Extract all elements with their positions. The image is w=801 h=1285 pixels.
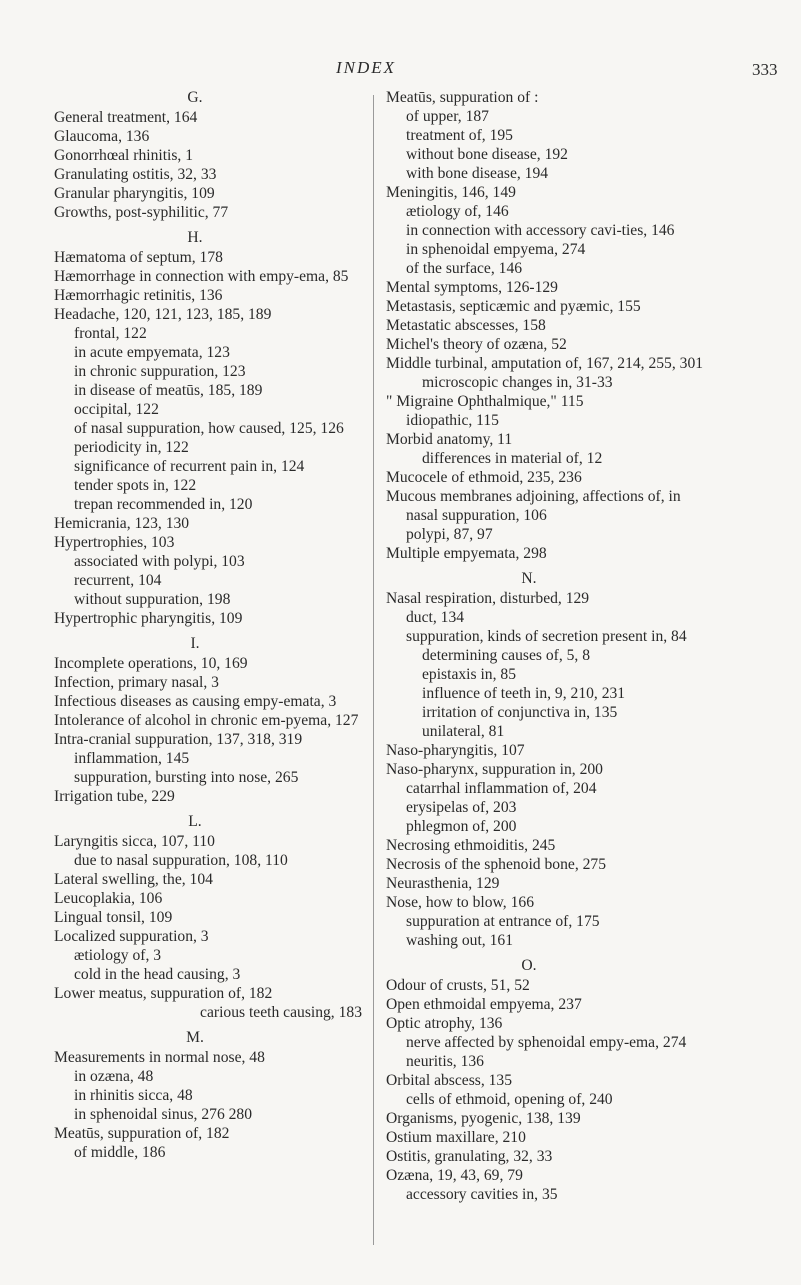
index-section [386, 569, 712, 950]
index-subentry: differences in material of, 12 [422, 450, 603, 467]
index-subentry: treatment of, 195 [406, 127, 513, 144]
index-entry: Middle turbinal, amputation of, 167, 214, 255, 301 [386, 355, 704, 372]
index-entry: Headache, 120, 121, 123, 185, 189 [54, 306, 272, 323]
section-letter-heading: O. [521, 957, 537, 974]
index-section [54, 634, 376, 806]
index-subentry: in acute empyemata, 123 [74, 344, 230, 361]
index-entry: Multiple empyemata, 298 [386, 545, 547, 562]
index-entry: Michel's theory of ozæna, 52 [386, 336, 567, 353]
index-subentry: ætiology of, 3 [74, 947, 162, 964]
index-section [386, 88, 712, 563]
index-entry: Ostium maxillare, 210 [386, 1129, 526, 1146]
index-entry: Nose, how to blow, 166 [386, 894, 534, 911]
section-letter-heading: H. [187, 229, 203, 246]
index-subentry: unilateral, 81 [422, 723, 505, 740]
index-subentry: accessory cavities in, 35 [406, 1186, 558, 1203]
index-subentry: occipital, 122 [74, 401, 159, 418]
index-subentry: with bone disease, 194 [406, 165, 549, 182]
index-entry: Optic atrophy, 136 [386, 1015, 503, 1032]
index-column-right [386, 88, 712, 1204]
index-subentry: of the surface, 146 [406, 260, 523, 277]
index-entry: Localized suppuration, 3 [54, 928, 209, 945]
column-divider [373, 95, 374, 1245]
index-subentry: catarrhal inflammation of, 204 [406, 780, 597, 797]
index-entry: Naso-pharyngitis, 107 [386, 742, 525, 759]
section-letter-heading: I. [190, 635, 200, 652]
index-subentry: phlegmon of, 200 [406, 818, 517, 835]
index-entry: Neurasthenia, 129 [386, 875, 500, 892]
index-entry: General treatment, 164 [54, 109, 198, 126]
index-subentry: periodicity in, 122 [74, 439, 189, 456]
index-subentry: frontal, 122 [74, 325, 147, 342]
index-subentry: without bone disease, 192 [406, 146, 568, 163]
index-entry: Growths, post-syphilitic, 77 [54, 204, 229, 221]
section-letter-heading: M. [186, 1029, 204, 1046]
index-section [54, 88, 376, 222]
index-subentry: in sphenoidal sinus, 276 280 [74, 1106, 253, 1123]
index-column-left [54, 88, 376, 1162]
index-entry: Measurements in normal nose, 48 [54, 1049, 265, 1066]
index-entry: Infectious diseases as causing empy-emata, 3 [54, 693, 337, 710]
index-subentry: polypi, 87, 97 [406, 526, 493, 543]
index-entry: Hæmatoma of septum, 178 [54, 249, 223, 266]
index-subentry: in disease of meatūs, 185, 189 [74, 382, 263, 399]
index-entry: Mucous membranes adjoining, affections of, in nasal suppuration, 106 [386, 488, 681, 524]
index-section [54, 812, 376, 1022]
index-entry: Infection, primary nasal, 3 [54, 674, 219, 691]
page-number: 333 [752, 60, 778, 79]
index-entry: Metastasis, septicæmic and pyæmic, 155 [386, 298, 641, 315]
index-entry: Lingual tonsil, 109 [54, 909, 173, 926]
index-subentry: idiopathic, 115 [406, 412, 499, 429]
index-subentry: determining causes of, 5, 8 [422, 647, 591, 664]
index-entry: Granular pharyngitis, 109 [54, 185, 215, 202]
index-entry: Meningitis, 146, 149 [386, 184, 516, 201]
section-letter-heading: G. [187, 89, 203, 106]
index-subentry: recurrent, 104 [74, 572, 162, 589]
index-entry: Hypertrophic pharyngitis, 109 [54, 610, 243, 627]
index-entry: Leucoplakia, 106 [54, 890, 163, 907]
index-subentry: cells of ethmoid, opening of, 240 [406, 1091, 613, 1108]
index-entry: Intra-cranial suppuration, 137, 318, 319 [54, 731, 303, 748]
index-subentry: duct, 134 [406, 609, 465, 626]
index-entry: Incomplete operations, 10, 169 [54, 655, 248, 672]
page-header [0, 58, 801, 88]
index-entry: Laryngitis sicca, 107, 110 [54, 833, 215, 850]
running-title: INDEX [336, 58, 397, 77]
index-subentry: in chronic suppuration, 123 [74, 363, 246, 380]
index-entry: Naso-pharynx, suppuration in, 200 [386, 761, 603, 778]
index-subentry: trepan recommended in, 120 [74, 496, 253, 513]
index-subentry: irritation of conjunctiva in, 135 [422, 704, 618, 721]
index-subentry: tender spots in, 122 [74, 477, 197, 494]
index-entry: Ozæna, 19, 43, 69, 79 [386, 1167, 523, 1184]
index-subentry: ætiology of, 146 [406, 203, 509, 220]
index-entry: Metastatic abscesses, 158 [386, 317, 546, 334]
index-subentry: significance of recurrent pain in, 124 [74, 458, 305, 475]
index-entry: Hæmorrhagic retinitis, 136 [54, 287, 223, 304]
index-subentry: in rhinitis sicca, 48 [74, 1087, 193, 1104]
index-subentry: neuritis, 136 [406, 1053, 484, 1070]
section-letter-heading: L. [188, 813, 202, 830]
index-section [54, 1028, 376, 1162]
index-entry: Orbital abscess, 135 [386, 1072, 513, 1089]
index-subentry: microscopic changes in, 31-33 [422, 374, 613, 391]
index-subentry: suppuration, bursting into nose, 265 [74, 769, 299, 786]
index-subentry: carious teeth causing, 183 [200, 1004, 362, 1021]
index-entry: " Migraine Ophthalmique," 115 [386, 393, 584, 410]
index-subentry: washing out, 161 [406, 932, 513, 949]
index-subentry: inflammation, 145 [74, 750, 190, 767]
index-entry: Hypertrophies, 103 [54, 534, 175, 551]
index-subentry: epistaxis in, 85 [422, 666, 516, 683]
index-entry: Mental symptoms, 126-129 [386, 279, 558, 296]
index-subentry: of upper, 187 [406, 108, 489, 125]
index-subentry: in sphenoidal empyema, 274 [406, 241, 586, 258]
index-entry: Gonorrhœal rhinitis, 1 [54, 147, 194, 164]
index-entry: Hæmorrhage in connection with empy-ema, 85 [54, 268, 349, 285]
index-section [54, 228, 376, 628]
index-subentry: suppuration at entrance of, 175 [406, 913, 600, 930]
index-entry: Intolerance of alcohol in chronic em-pyema, 127 [54, 712, 359, 729]
index-entry: Hemicrania, 123, 130 [54, 515, 190, 532]
index-entry: Morbid anatomy, 11 [386, 431, 513, 448]
index-entry: Glaucoma, 136 [54, 128, 150, 145]
index-entry: Organisms, pyogenic, 138, 139 [386, 1110, 581, 1127]
index-entry: Necrosing ethmoiditis, 245 [386, 837, 556, 854]
index-section [386, 956, 712, 1204]
section-letter-heading: N. [521, 570, 537, 587]
index-entry: Lower meatus, suppuration of, 182 [54, 985, 273, 1002]
index-subentry: of nasal suppuration, how caused, 125, 126 [74, 420, 344, 437]
index-entry: Nasal respiration, disturbed, 129 [386, 590, 590, 607]
index-subentry: influence of teeth in, 9, 210, 231 [422, 685, 626, 702]
index-entry: Granulating ostitis, 32, 33 [54, 166, 217, 183]
index-entry: Odour of crusts, 51, 52 [386, 977, 530, 994]
index-entry: Meatūs, suppuration of : [386, 89, 539, 106]
index-subentry: erysipelas of, 203 [406, 799, 517, 816]
index-subentry: of middle, 186 [74, 1144, 166, 1161]
index-subentry: in ozæna, 48 [74, 1068, 154, 1085]
index-subentry: suppuration, kinds of secretion present in, 84 [406, 628, 687, 645]
index-subentry: due to nasal suppuration, 108, 110 [74, 852, 288, 869]
index-entry: Open ethmoidal empyema, 237 [386, 996, 582, 1013]
index-entry: Irrigation tube, 229 [54, 788, 175, 805]
index-subentry: nerve affected by sphenoidal empy-ema, 274 [406, 1034, 687, 1051]
index-subentry: cold in the head causing, 3 [74, 966, 241, 983]
index-subentry: in connection with accessory cavi-ties, 146 [406, 222, 675, 239]
index-entry: Necrosis of the sphenoid bone, 275 [386, 856, 607, 873]
index-entry: Mucocele of ethmoid, 235, 236 [386, 469, 582, 486]
index-entry: Ostitis, granulating, 32, 33 [386, 1148, 553, 1165]
index-subentry: without suppuration, 198 [74, 591, 231, 608]
index-entry: Lateral swelling, the, 104 [54, 871, 213, 888]
index-subentry: associated with polypi, 103 [74, 553, 245, 570]
index-entry: Meatūs, suppuration of, 182 [54, 1125, 230, 1142]
